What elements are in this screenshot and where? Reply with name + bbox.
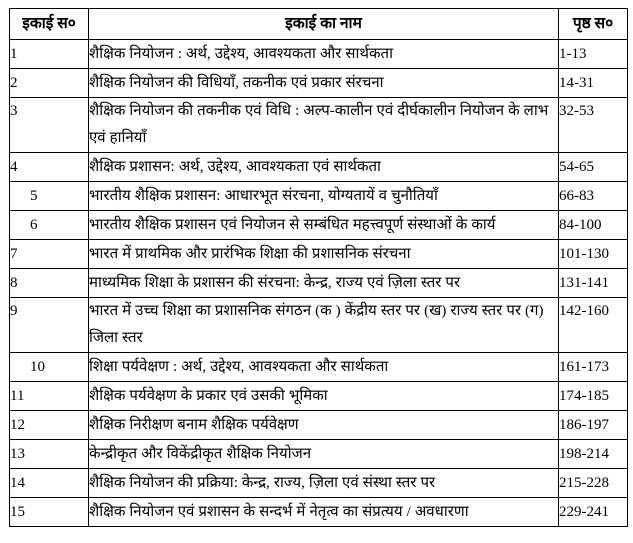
cell-unit-no: 10	[10, 353, 89, 382]
table-row	[10, 411, 628, 440]
cell-unit-name: शैक्षिक प्रशासन: अर्थ, उद्देश्य, आवश्यकता एवं सार्थकता	[89, 153, 559, 182]
cell-unit-name: शैक्षिक नियोजन की प्रक्रिया: केन्द्र, राज्य, ज़िला एवं संस्था स्तर पर	[89, 469, 559, 498]
cell-unit-name: माध्यमिक शिक्षा के प्रशासन की संरचना: केन्द्र, राज्य एवं ज़िला स्तर पर	[89, 269, 559, 298]
table-row	[10, 440, 628, 469]
cell-page-no: 131-141	[559, 269, 628, 298]
table-row	[10, 382, 628, 411]
cell-unit-no: 15	[10, 498, 89, 527]
table-row	[10, 153, 628, 182]
cell-unit-no: 4	[10, 153, 89, 182]
column-header-page-no: पृष्ठ स०	[559, 9, 628, 40]
table-row	[10, 469, 628, 498]
cell-unit-name: भारत में प्राथमिक और प्रारंभिक शिक्षा की प्रशासनिक संरचना	[89, 240, 559, 269]
table-of-contents	[9, 8, 628, 527]
cell-unit-no: 6	[10, 211, 89, 240]
cell-unit-name: भारतीय शैक्षिक प्रशासन: आधारभूत संरचना, योग्यतायें व चुनौतियाँ	[89, 182, 559, 211]
cell-unit-name: शैक्षिक नियोजन : अर्थ, उद्देश्य, आवश्यकता और सार्थकता	[89, 40, 559, 69]
cell-unit-name: शैक्षिक निरीक्षण बनाम शैक्षिक पर्यवेक्षण	[89, 411, 559, 440]
cell-unit-name: केन्द्रीकृत और विकेंद्रीकृत शैक्षिक नियोजन	[89, 440, 559, 469]
cell-page-no: 186-197	[559, 411, 628, 440]
cell-page-no: 229-241	[559, 498, 628, 527]
cell-page-no: 215-228	[559, 469, 628, 498]
column-header-unit-name: इकाई का नाम	[89, 9, 559, 40]
cell-unit-name: शैक्षिक नियोजन की विधियाँ, तकनीक एवं प्रकार संरचना	[89, 69, 559, 98]
cell-unit-name: भारतीय शैक्षिक प्रशासन एवं नियोजन से सम्बंधित महत्त्वपूर्ण संस्थाओं के कार्य	[89, 211, 559, 240]
table-row	[10, 498, 628, 527]
cell-unit-no: 3	[10, 98, 89, 153]
cell-unit-name: शिक्षा पर्यवेक्षण : अर्थ, उद्देश्य, आवश्यकता और सार्थकता	[89, 353, 559, 382]
table-row	[10, 98, 628, 153]
cell-unit-no: 9	[10, 298, 89, 353]
table-row	[10, 40, 628, 69]
cell-page-no: 66-83	[559, 182, 628, 211]
table-header	[10, 9, 628, 40]
table-row	[10, 69, 628, 98]
table-row	[10, 353, 628, 382]
cell-page-no: 101-130	[559, 240, 628, 269]
cell-unit-no: 7	[10, 240, 89, 269]
cell-page-no: 198-214	[559, 440, 628, 469]
cell-unit-no: 12	[10, 411, 89, 440]
cell-unit-no: 8	[10, 269, 89, 298]
cell-page-no: 14-31	[559, 69, 628, 98]
table-row	[10, 182, 628, 211]
cell-page-no: 84-100	[559, 211, 628, 240]
cell-page-no: 142-160	[559, 298, 628, 353]
cell-unit-name: शैक्षिक नियोजन एवं प्रशासन के सन्दर्भ में नेतृत्व का संप्रत्यय / अवधारणा	[89, 498, 559, 527]
cell-page-no: 32-53	[559, 98, 628, 153]
cell-unit-no: 1	[10, 40, 89, 69]
table-row	[10, 298, 628, 353]
cell-page-no: 174-185	[559, 382, 628, 411]
table-row	[10, 269, 628, 298]
cell-unit-no: 2	[10, 69, 89, 98]
table-header-row	[10, 9, 628, 40]
cell-unit-no: 5	[10, 182, 89, 211]
cell-unit-name: भारत में उच्च शिक्षा का प्रशासनिक संगठन (क ) केंद्रीय स्तर पर (ख) राज्य स्तर पर (ग) जिला स्तर	[89, 298, 559, 353]
cell-unit-name: शैक्षिक पर्यवेक्षण के प्रकार एवं उसकी भूमिका	[89, 382, 559, 411]
cell-unit-no: 14	[10, 469, 89, 498]
table-row	[10, 240, 628, 269]
column-header-unit-no: इकाई स०	[10, 9, 89, 40]
cell-unit-no: 13	[10, 440, 89, 469]
cell-page-no: 1-13	[559, 40, 628, 69]
cell-page-no: 161-173	[559, 353, 628, 382]
table-body	[10, 40, 628, 527]
cell-page-no: 54-65	[559, 153, 628, 182]
table-row	[10, 211, 628, 240]
cell-unit-no: 11	[10, 382, 89, 411]
cell-unit-name: शैक्षिक नियोजन की तकनीक एवं विधि : अल्प-कालीन एवं दीर्घकालीन नियोजन के लाभ एवं हानियाँ	[89, 98, 559, 153]
